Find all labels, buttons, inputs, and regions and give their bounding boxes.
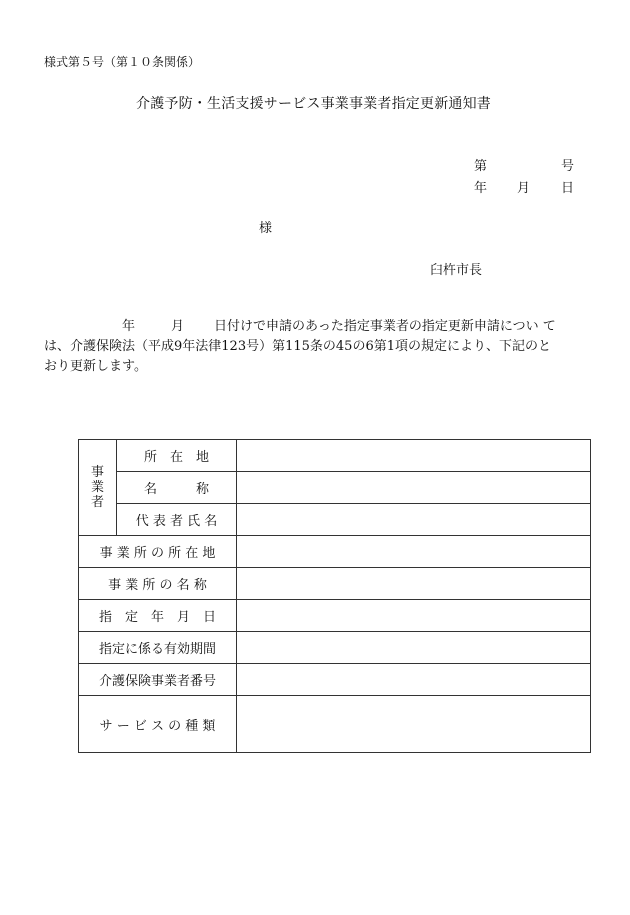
table-row	[79, 696, 591, 753]
table-row	[79, 504, 591, 536]
category-char: 者	[90, 495, 104, 510]
row-value-office-name[interactable]	[237, 568, 591, 600]
row-value-validity-period[interactable]	[237, 632, 591, 664]
body-line-1	[44, 317, 589, 337]
row-label-office-address: 事 業 所 の 所 在 地	[79, 536, 237, 568]
row-label-designation-date: 指 定 年 月 日	[79, 600, 237, 632]
row-value-name[interactable]	[237, 472, 591, 504]
table-row	[79, 664, 591, 696]
table-row	[79, 472, 591, 504]
row-value-provider-number[interactable]	[237, 664, 591, 696]
issue-date-year: 年	[474, 181, 488, 196]
row-value-office-address[interactable]	[237, 536, 591, 568]
issue-date-day: 日	[561, 181, 575, 196]
row-label-name: 名 称	[117, 472, 237, 504]
table-row	[79, 536, 591, 568]
issue-date-month: 月	[517, 181, 531, 196]
addressee-honorific: 様	[259, 221, 273, 236]
row-label-validity-period: 指定に係る有効期間	[79, 632, 237, 664]
document-title: 介護予防・生活支援サービス事業事業者指定更新通知書	[136, 96, 491, 112]
body-line-1-rest: 日付けで申請のあった指定事業者の指定更新申請につい て	[214, 319, 556, 334]
row-label-provider-number: 介護保険事業者番号	[79, 664, 237, 696]
business-info-table	[78, 439, 591, 753]
table-row	[79, 568, 591, 600]
row-value-designation-date[interactable]	[237, 600, 591, 632]
table-row	[79, 632, 591, 664]
table-row	[79, 600, 591, 632]
notification-body	[44, 317, 589, 377]
body-line-2: は、介護保険法（平成9年法律123号）第115条の45の6第1項の規定により、下記のと	[44, 339, 551, 354]
row-label-address: 所 在 地	[117, 440, 237, 472]
issuer-name: 臼杵市長	[430, 263, 483, 278]
reference-number-suffix: 号	[561, 159, 575, 174]
row-value-address[interactable]	[237, 440, 591, 472]
body-line-3: おり更新します。	[44, 359, 147, 374]
reference-number-prefix: 第	[474, 159, 488, 174]
row-value-service-type[interactable]	[237, 696, 591, 753]
row-label-service-type: サ ー ビ ス の 種 類	[79, 696, 237, 753]
category-char: 事	[90, 465, 104, 480]
business-operator-category	[79, 440, 117, 536]
row-label-representative: 代 表 者 氏 名	[117, 504, 237, 536]
row-value-representative[interactable]	[237, 504, 591, 536]
body-year: 年	[122, 319, 136, 334]
category-char: 業	[90, 480, 104, 495]
body-month: 月	[171, 319, 185, 334]
form-number: 様式第５号（第１０条関係）	[44, 55, 201, 69]
row-label-office-name: 事 業 所 の 名 称	[79, 568, 237, 600]
table-row	[79, 440, 591, 472]
